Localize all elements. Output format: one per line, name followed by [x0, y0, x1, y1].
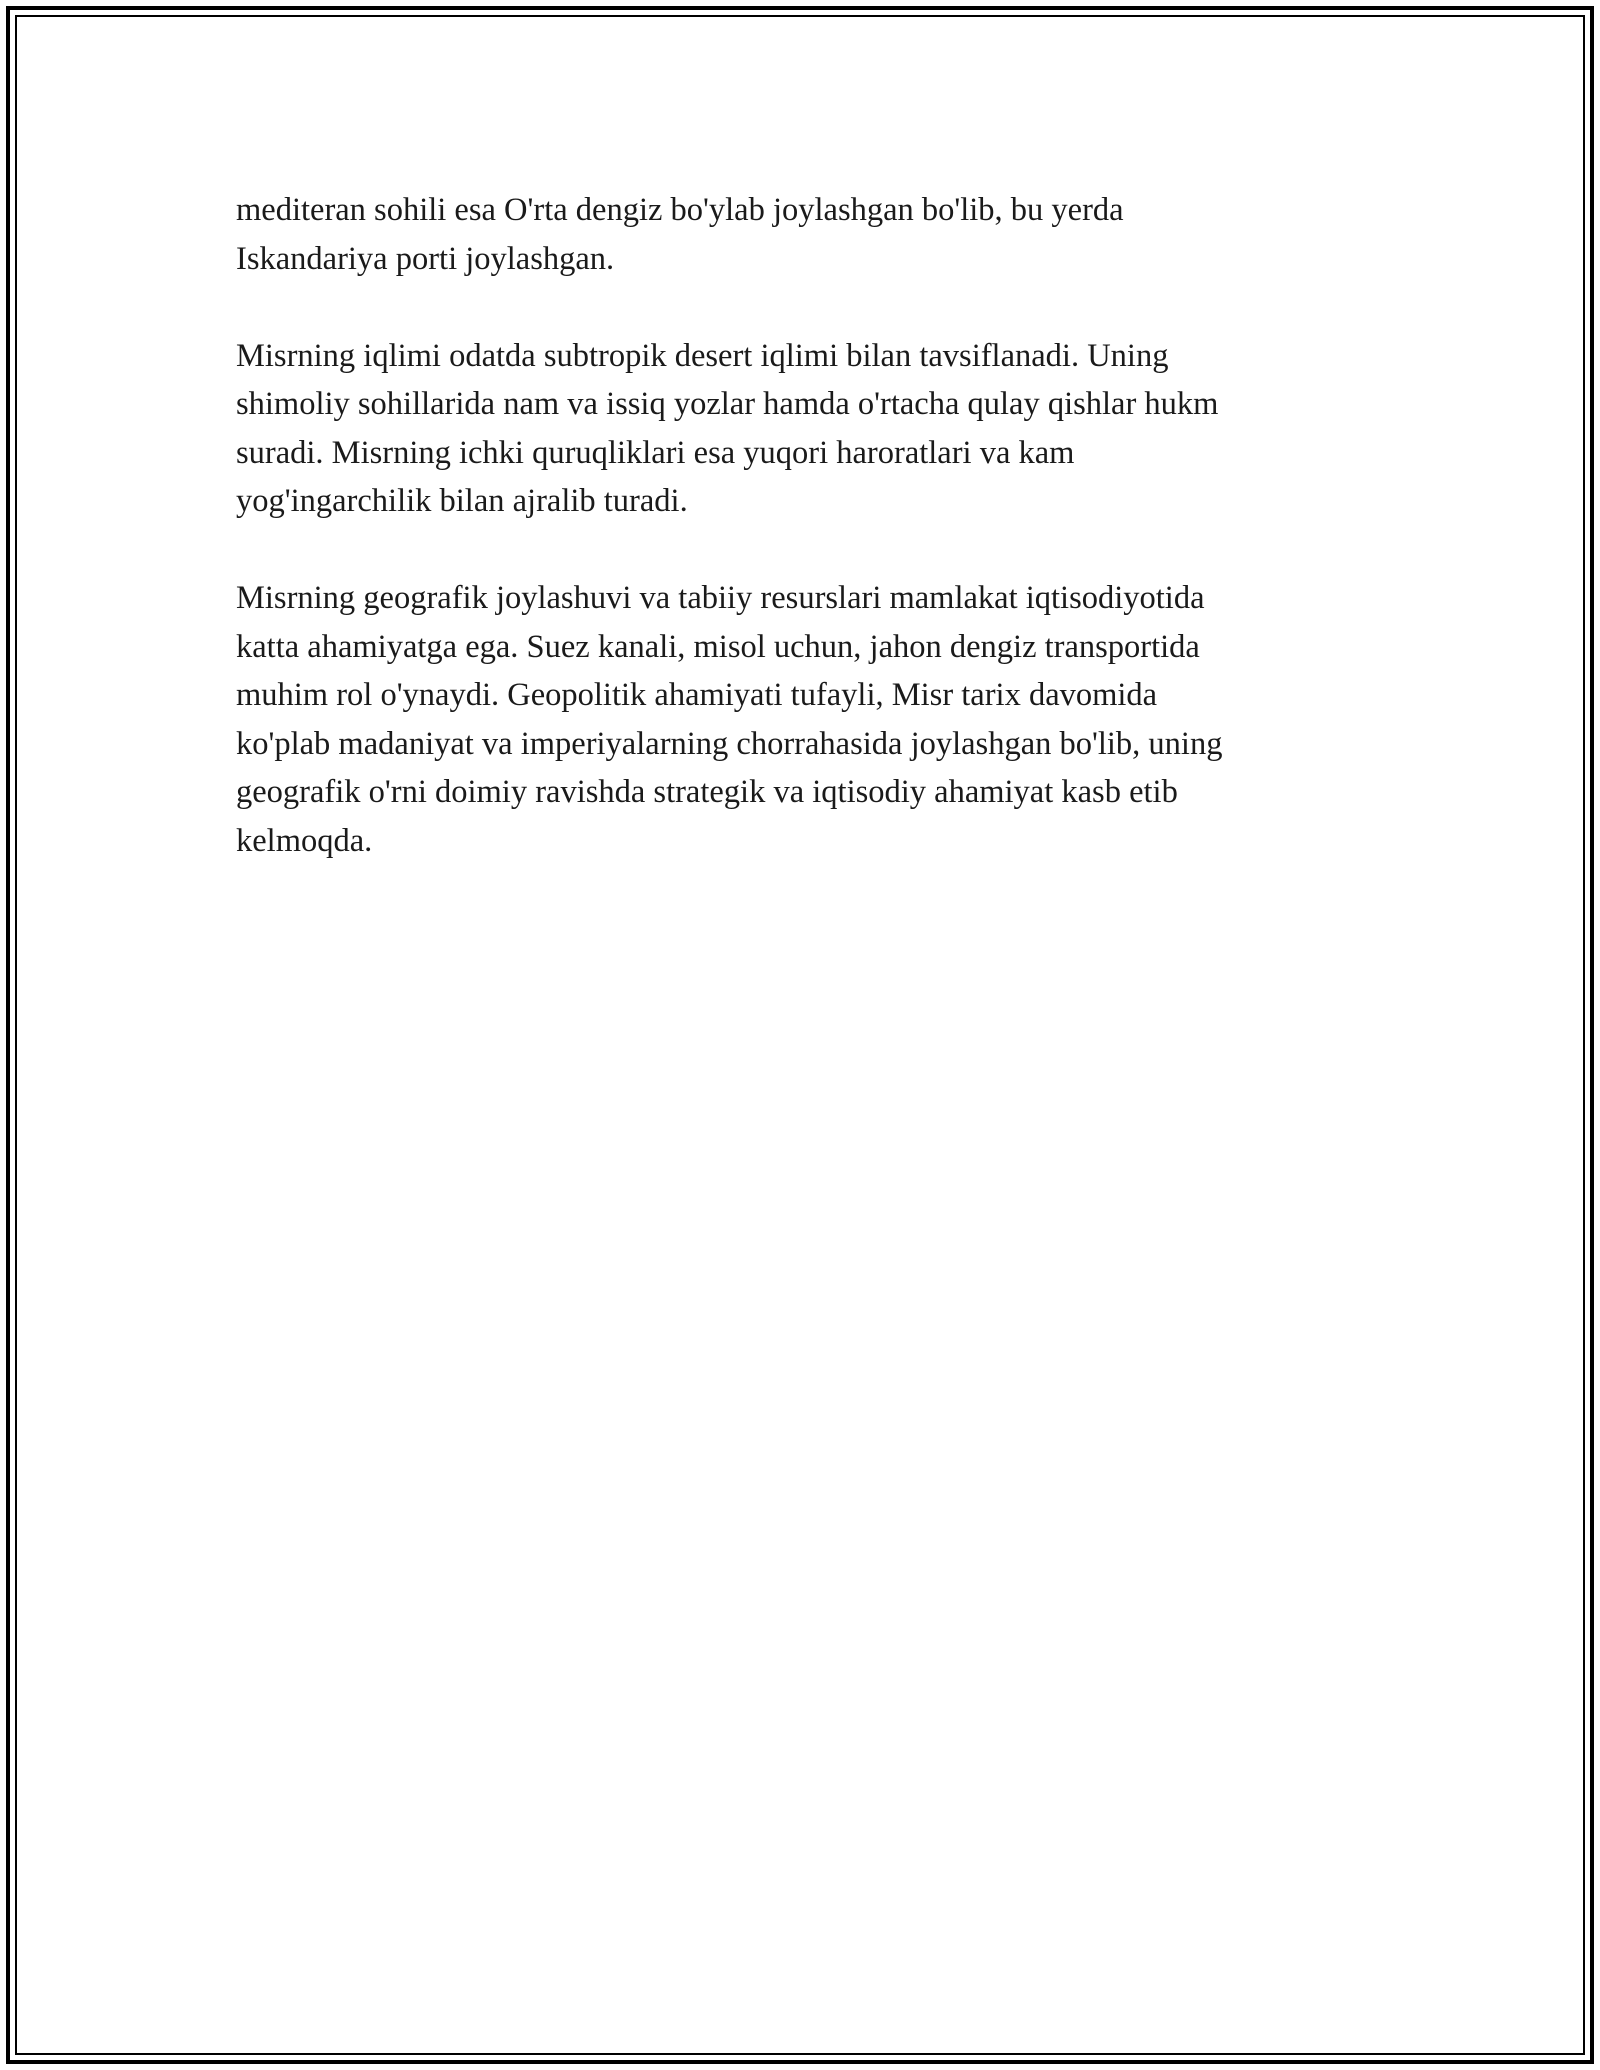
document-body: [236, 186, 1366, 914]
paragraph-economy: Misrning geografik joylashuvi va tabiiy resurslari mamlakat iqtisodiyotida katta ahamiyatga ega. Suez kanali, misol uchun, jahon dengiz transportida muhim rol o'ynaydi. Geopolitik ahamiyati tufayli, Misr tarix davomida ko'plab madaniyat va imperiyalarning chorrahasida joylashgan bo'lib, uning geografik o'rni doimiy ravishda strategik va iqtisodiy ahamiyat kasb etib kelmoqda.: [236, 580, 1223, 859]
paragraph-climate: Misrning iqlimi odatda subtropik desert iqlimi bilan tavsiflanadi. Uning shimoliy sohillarida nam va issiq yozlar hamda o'rtacha qulay qishlar hukm suradi. Misrning ichki quruqliklari esa yuqori haroratlari va kam yog'ingarchilik bilan ajralib turadi.: [236, 337, 1219, 519]
paragraph-coast: mediteran sohili esa O'rta dengiz bo'ylab joylashgan bo'lib, bu yerda Iskandariya porti joylashgan.: [236, 192, 1124, 277]
